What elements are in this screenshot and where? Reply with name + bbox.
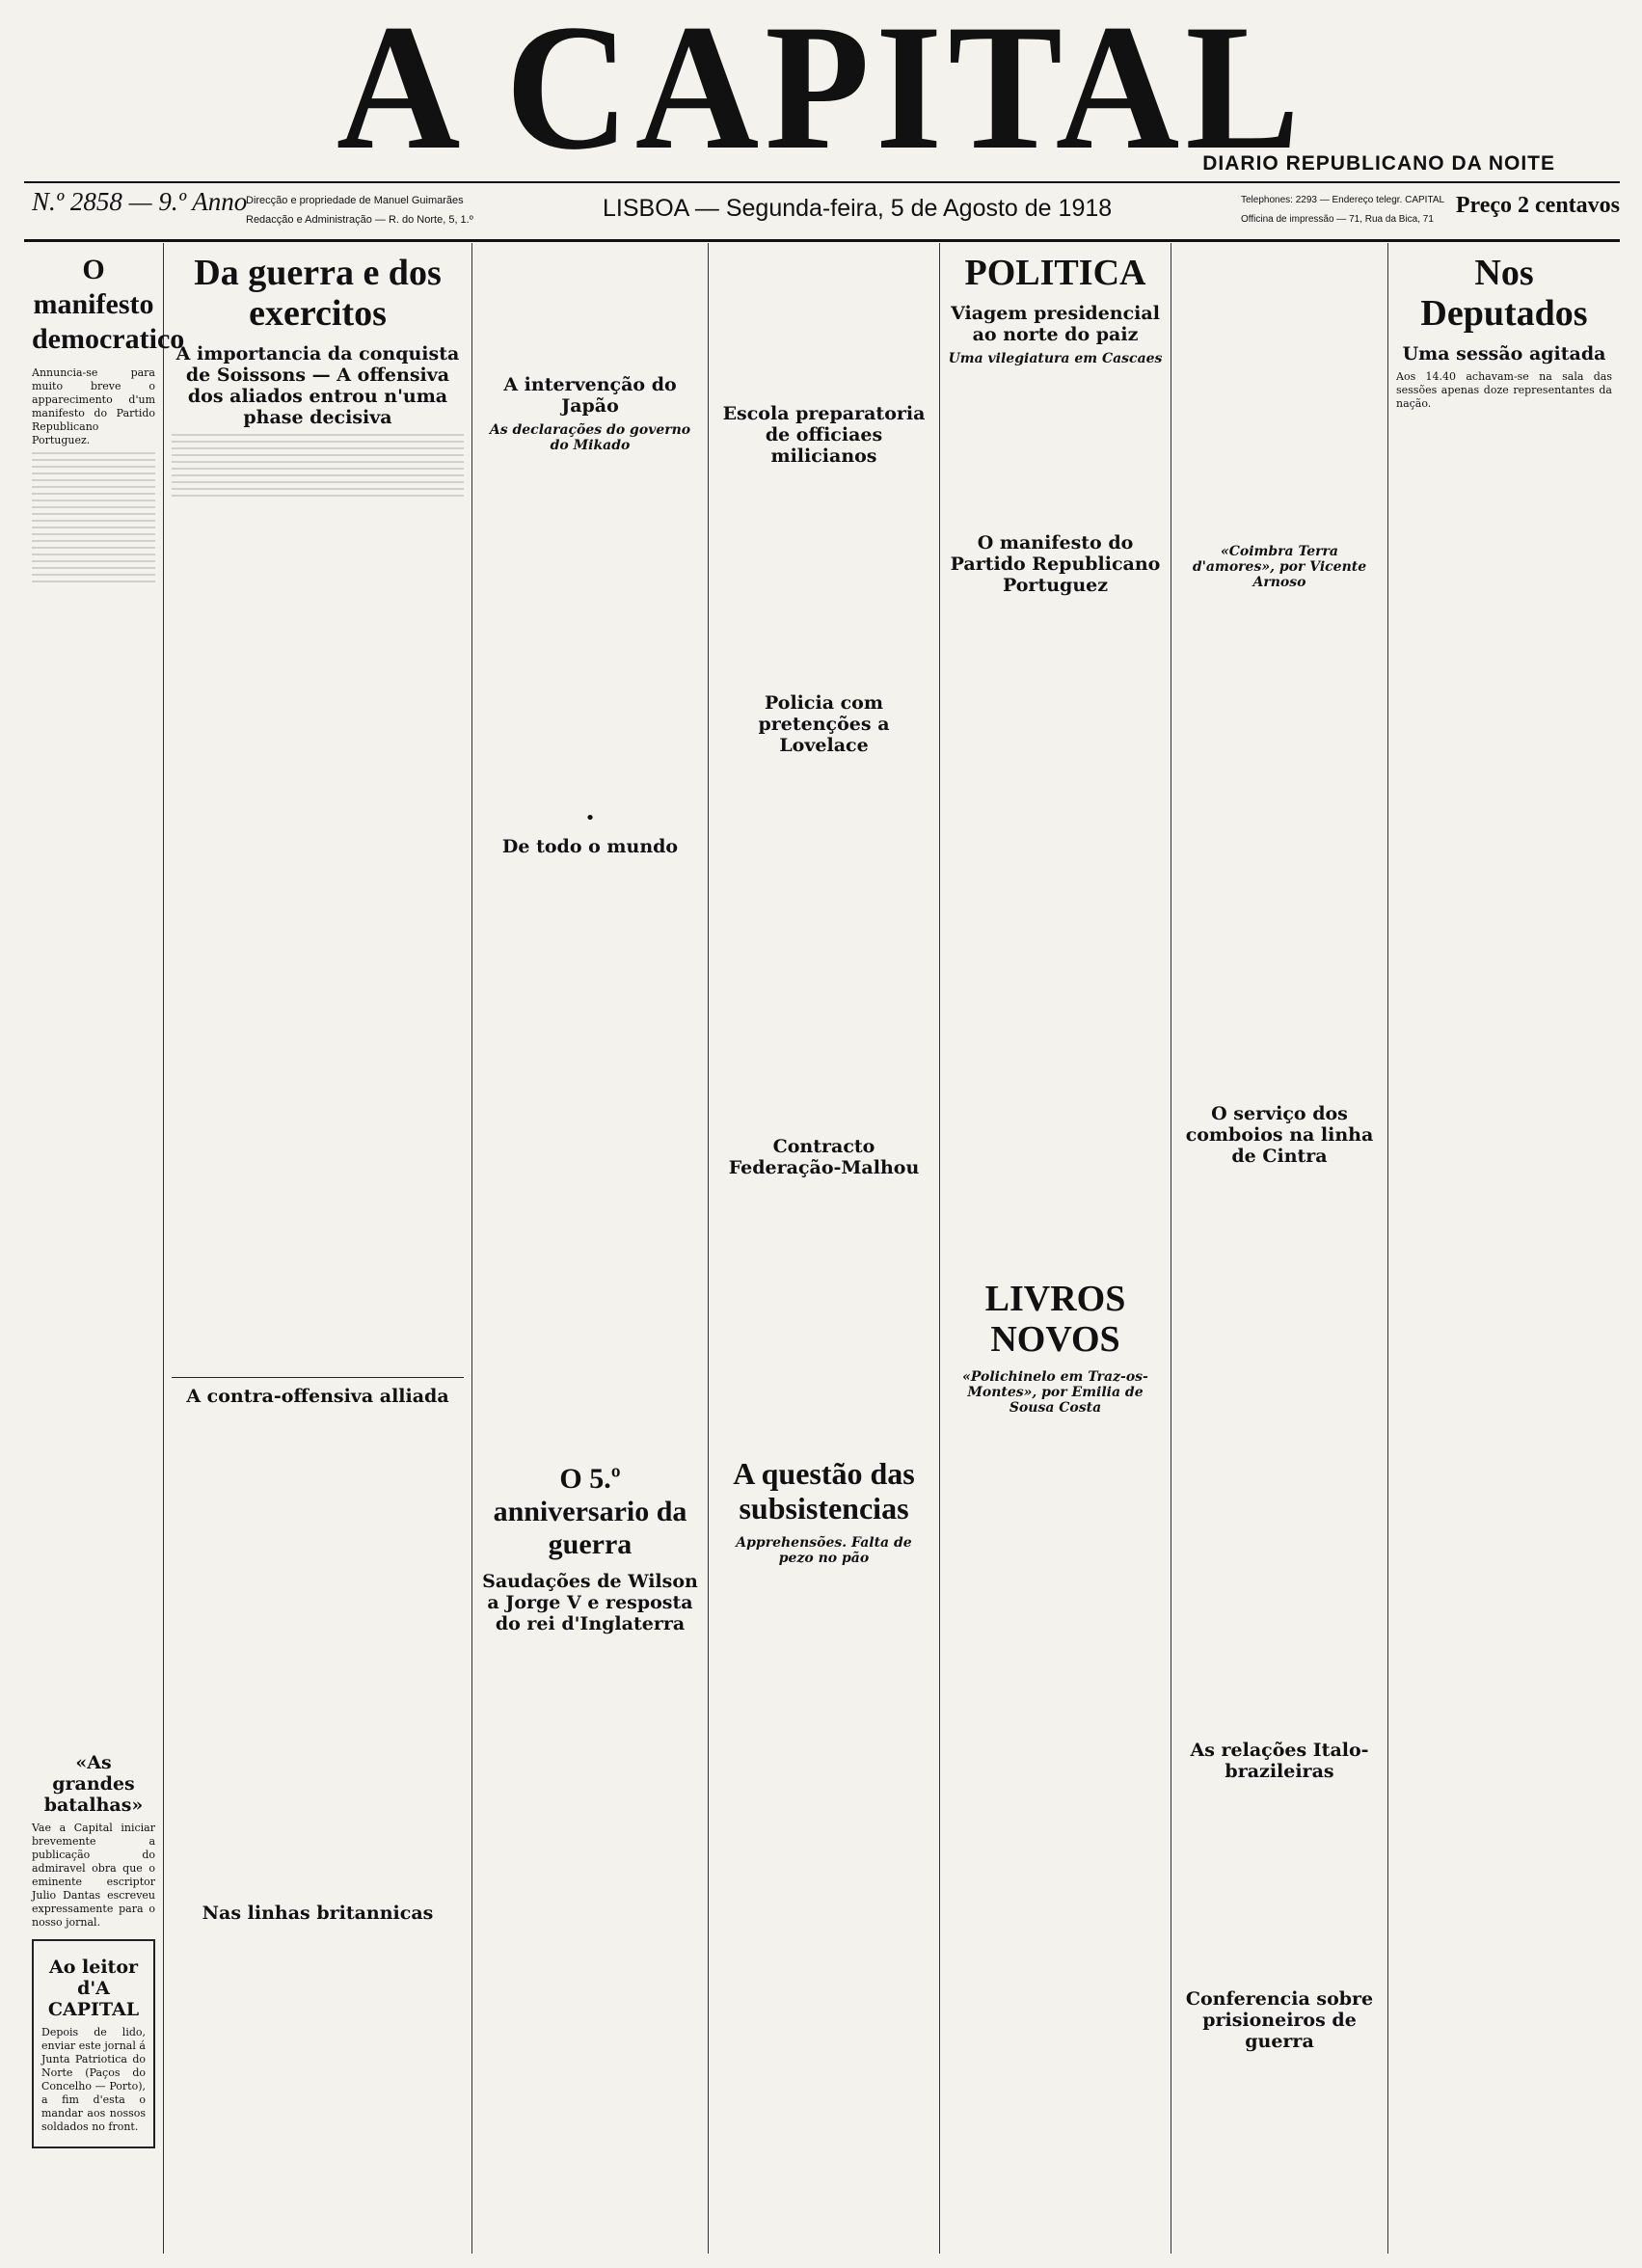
subhead-0: «Coimbra Terra d'amores», por Vicente Arnoso	[1192, 544, 1367, 590]
subhead-2: Contracto Federação-Malhou	[728, 1136, 920, 1178]
masthead	[0, 0, 1642, 193]
subhead-1: Policia com pretenções a Lovelace	[758, 692, 890, 756]
issue-bar	[24, 181, 1620, 242]
subhead-3: Conferencia sobre prisioneiros de guerra	[1185, 1988, 1374, 2052]
sub-lede: Vae a Capital iniciar brevemente a publicação do admiravel obra que o eminente escriptor Julio Dantas escreveu expressamente para o nosso jornal.	[32, 1822, 155, 1929]
subhead-4: Apprehensões. Falta de pezo no pão	[736, 1535, 912, 1566]
subhead-1: As declarações do governo do Mikado	[489, 422, 691, 453]
issue-contact	[1241, 191, 1444, 230]
headline: Da guerra e dos exercitos	[194, 253, 442, 334]
column-6	[1171, 243, 1388, 2254]
headline: Nos Deputados	[1420, 253, 1588, 334]
subhead-1: A importancia da conquista de Soissons — A offensiva dos aliados entrou n'uma phase decisiva	[175, 343, 460, 428]
lede: Annuncia-se para muito breve o apparecimento d'um manifesto do Partido Republicano Portuguez.	[32, 366, 155, 446]
subhead-1: Viagem presidencial ao norte do paiz	[951, 303, 1160, 345]
subhead-2: A contra-offensiva alliada	[186, 1386, 449, 1407]
column-4	[709, 243, 940, 2254]
direction-line: Direcção e propriedade de Manuel Guimarães	[246, 195, 464, 206]
box-title: Ao leitor d'A CAPITAL	[47, 1957, 140, 2020]
print-shop-line: Officina de impressão — 71, Rua da Bica, 71	[1241, 214, 1434, 225]
subhead-2: De todo o mundo	[501, 836, 679, 857]
column-3: A intervenção do Japão As declarações do governo do Mikado • De todo o mundo O 5.º anniversario da guerra Saudações de Wilson a Jorge V e resposta do rei d'Inglaterra	[472, 243, 709, 2254]
subhead-3: O manifesto do Partido Republicano Portuguez	[950, 532, 1161, 596]
column-5	[940, 243, 1171, 2254]
subhead-1: O serviço dos comboios na linha de Cintra	[1185, 1103, 1374, 1167]
issue-number: N.º 2858 — 9.º Anno	[32, 187, 248, 216]
subhead-4: Saudações de Wilson a Jorge V e resposta do rei d'Inglaterra	[482, 1571, 698, 1634]
subhead-0: Escola preparatoria de officiaes milicianos	[722, 403, 926, 467]
column-2	[164, 243, 472, 2254]
subhead-3: O 5.º anniversario da guerra	[493, 1463, 687, 1560]
column-7	[1388, 243, 1620, 2254]
issue-date: LISBOA — Segunda-feira, 5 de Agosto de 1918	[603, 195, 1113, 222]
subhead-4: LIVROS NOVOS	[984, 1279, 1126, 1360]
box-text: Depois de lido, enviar este jornal á Junta Patriotica do Norte (Paços do Concelho — Porto), a fim d'esta o mandar aos nossos soldados no front.	[41, 2026, 146, 2133]
reader-notice-box	[32, 1939, 155, 2148]
subhead-2: As relações Italo-brazileiras	[1190, 1740, 1369, 1782]
column-1	[24, 243, 185, 2254]
subhead: «As grandes batalhas»	[43, 1752, 144, 1816]
redaction-line: Redacção e Administração — R. do Norte, 5, 1.º	[246, 214, 473, 226]
headline: POLITICA	[964, 253, 1146, 293]
subhead-0: A intervenção do Japão	[503, 374, 677, 417]
subhead-3: A questão das subsistencias	[733, 1456, 915, 1526]
subhead-2: Uma vilegiatura em Cascaes	[948, 351, 1163, 366]
subhead-3: Nas linhas britannicas	[202, 1903, 434, 1924]
headline: O manifesto democratico	[32, 254, 185, 355]
newspaper-title: A CAPITAL	[336, 0, 1306, 187]
article-columns	[24, 243, 1620, 2254]
newspaper-subtitle: DIARIO REPUBLICANO DA NOITE	[1202, 152, 1555, 175]
issue-price: Preço 2 centavos	[1455, 193, 1620, 218]
issue-meta	[246, 191, 473, 230]
telephone-line: Telephones: 2293 — Endereço telegr. CAPITAL	[1241, 195, 1445, 205]
subhead-5: «Polichinelo em Traz-os-Montes», por Emilia de Sousa Costa	[962, 1369, 1148, 1416]
lede: Aos 14.40 achavam-se na sala das sessões apenas doze representantes da nação.	[1396, 370, 1612, 410]
subhead-1: Uma sessão agitada	[1402, 343, 1606, 364]
